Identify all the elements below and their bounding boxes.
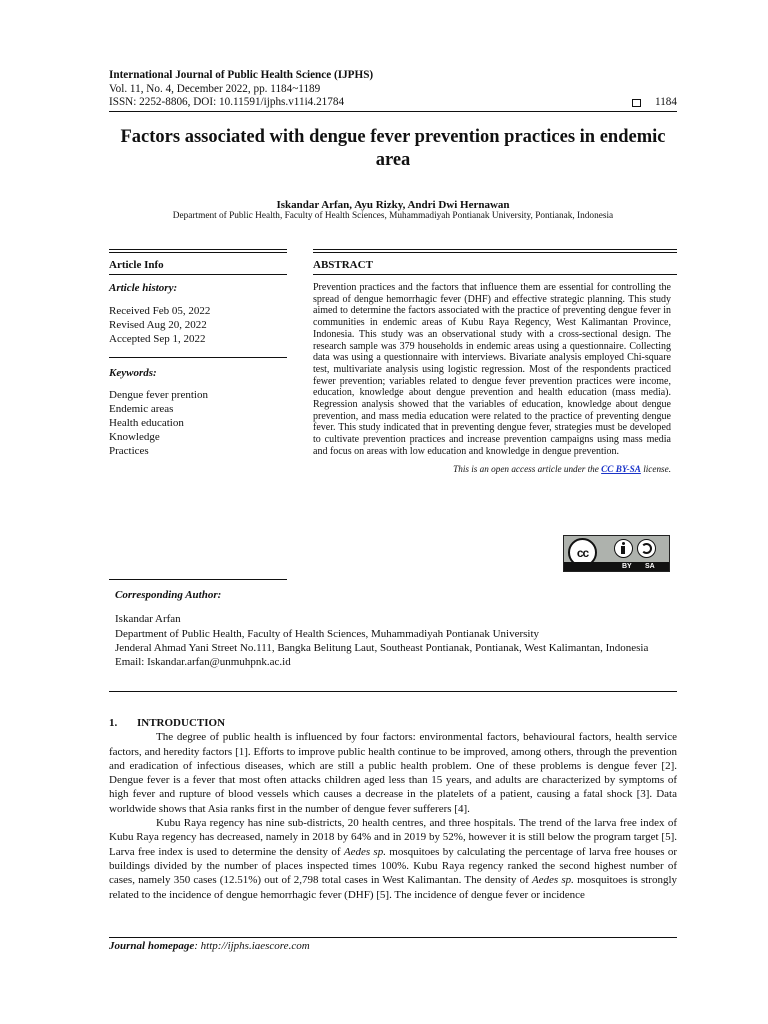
article-info-separator: [109, 274, 287, 275]
intro-p2-part-c: mosquitoes is strongly related to the incidence of dengue hemorrhagic fever (DHF) [5]. The incidence of dengue fever or incidence: [109, 874, 677, 901]
keywords-label: Keywords:: [109, 367, 157, 379]
intro-p2-part-a: Kubu Raya regency has nine sub-districts, 20 health centres, and three hospitals. The trend of the larva free index of Kubu Raya regency has decreased, namely in 2018 by 64% and in 2019 by 52%, however it is still below the program target [5]. Larva free index is used to determine the density of: [109, 817, 677, 858]
revised-date: Revised Aug 20, 2022: [109, 319, 207, 331]
intro-paragraph-1: The degree of public health is influenced by four factors: environmental factors, behavioural factors, health service factors, and heredity factors [1]. Efforts to improve public health continue to be improved, among others, through the prevention and eradication of infectious diseases, which are still a public health problem. One of these problems is dengue fever [2]. Dengue fever is a fever that most often attacks children aged less than 15 years, and adults are characterized by symptoms of high fever and rupture of blood vessels which causes a decrease in the platelets of a patient, causing a fatal shock [3]. Data worldwide shows that Asia ranks first in the number of dengue fever sufferers [4].: [109, 731, 677, 815]
square-icon: [632, 99, 641, 107]
keyword-item: Knowledge: [109, 431, 160, 443]
keyword-item: Endemic areas: [109, 403, 174, 415]
article-history: [109, 281, 287, 346]
attribution-person-icon: [614, 539, 633, 558]
article-info-rule: [109, 249, 287, 250]
affiliation: Department of Public Health, Faculty of Health Sciences, Muhammadiyah Pontianak University, Pontianak, Indonesia: [172, 211, 614, 221]
journal-name: International Journal of Public Health Science (IJPHS): [109, 69, 374, 81]
section-number: 1.: [109, 717, 118, 729]
article-info-heading: Article Info: [109, 259, 164, 271]
abstract-section: [313, 258, 671, 272]
corresponding-department: Department of Public Health, Faculty of Health Sciences, Muhammadiyah Pontianak University: [115, 627, 540, 640]
license-prefix: This is an open access article under the: [453, 463, 602, 474]
journal-issn-row: [109, 96, 677, 110]
page-number: 1184: [655, 96, 677, 109]
corresponding-rule: [109, 691, 677, 692]
keyword-item: Health education: [109, 417, 184, 429]
footer-rule: [109, 937, 677, 938]
corresponding-author: [115, 588, 672, 669]
cc-by-sa-link[interactable]: CC BY-SA: [601, 463, 641, 474]
intro-paragraph-2: [109, 816, 677, 902]
badge-sa-label: SA: [645, 563, 655, 570]
header-rule: [109, 111, 677, 112]
authors: Iskandar Arfan, Ayu Rizky, Andri Dwi Hernawan: [276, 199, 510, 211]
corresponding-label: Corresponding Author:: [115, 589, 222, 601]
keyword-item: Dengue fever prention: [109, 389, 208, 401]
open-access-note: [313, 464, 671, 476]
page-number-group: [632, 96, 677, 110]
license-suffix: license.: [640, 463, 671, 474]
keywords-block: [109, 366, 287, 458]
intro-p2-part-b: mosquitoes by calculating the percentage of larva free houses or buildings divided by the number of places inspected times 100%. Kubu Raya regency ranked the second highest number of cases, namely 350 cases (12.51%) out of 2,798 total cases in West Kalimantan. The density of: [109, 845, 678, 887]
keyword-item: Practices: [109, 445, 149, 457]
cc-by-sa-badge[interactable]: [563, 535, 670, 572]
badge-by-label: BY: [622, 563, 632, 570]
journal-volume: Vol. 11, No. 4, December 2022, pp. 1184~1189: [109, 82, 321, 95]
abstract-rule-2: [313, 252, 677, 253]
creative-commons-icon: cc: [568, 538, 597, 567]
homepage-label: Journal homepage: [109, 940, 195, 952]
journal-homepage: [109, 940, 310, 952]
accepted-date: Accepted Sep 1, 2022: [109, 333, 206, 345]
corresponding-address: Jenderal Ahmad Yani Street No.111, Bangka Belitung Laut, Southeast Pontianak, Pontianak, West Kalimantan, Indonesia: [115, 641, 649, 654]
corresponding-email[interactable]: Email: Iskandar.arfan@unmuhpnk.ac.id: [115, 656, 291, 669]
keywords-separator: [109, 579, 287, 580]
species-name: Aedes sp.: [343, 845, 386, 858]
abstract-heading: ABSTRACT: [313, 259, 373, 271]
received-date: Received Feb 05, 2022: [109, 305, 211, 317]
article-info-rule-2: [109, 252, 287, 253]
share-alike-icon: [637, 539, 656, 558]
abstract-text: Prevention practices and the factors that influence them are essential for controlling the spread of dengue hemorrhagic fever (DHF) and effective strategic planning. This study aimed to determine the factors associated with the practice of preventing dengue fever in communities in endemic areas of Kubu Raya Regency, West Kalimantan Province, Indonesia. This study was an observational study with a cross-sectional design. The research sample was 379 households in endemic areas using a questionnaire. Collecting data was using a questionnaire with interviews. Bivariate analysis employed Chi-square test, multivariate analysis using logistic regression. Most of the respondents practiced fewer prevention; variables related to dengue fever prevention practices were income, education, knowledge about dengue prevention and health education (mass media). Regression analysis showed that the variables of education, knowledge about dengue prevention, and mass media education were related to the practice of preventing dengue fever. This study indicated that in preventing dengue fever, strategies must be developed to cultivate prevention practices and increase prevention campaigns using mass media and focus on areas with low education and knowledge in dengue prevention.: [313, 282, 671, 457]
paper-title: Factors associated with dengue fever prevention practices in endemic area: [120, 127, 666, 170]
abstract-body: [313, 274, 671, 475]
history-label: Article history:: [109, 282, 178, 294]
section-title: INTRODUCTION: [137, 717, 226, 729]
article-info: [109, 258, 287, 272]
section-heading: [109, 716, 677, 730]
journal-issn: ISSN: 2252-8806, DOI: 10.11591/ijphs.v11i4.21784: [109, 96, 345, 109]
history-separator: [109, 357, 287, 358]
introduction-section: [109, 716, 677, 902]
corresponding-name: Iskandar Arfan: [115, 613, 181, 626]
species-name: Aedes sp.: [531, 874, 574, 887]
journal-header: [109, 69, 677, 110]
homepage-url[interactable]: : http://ijphs.iaescore.com: [194, 940, 310, 952]
abstract-rule: [313, 249, 677, 250]
